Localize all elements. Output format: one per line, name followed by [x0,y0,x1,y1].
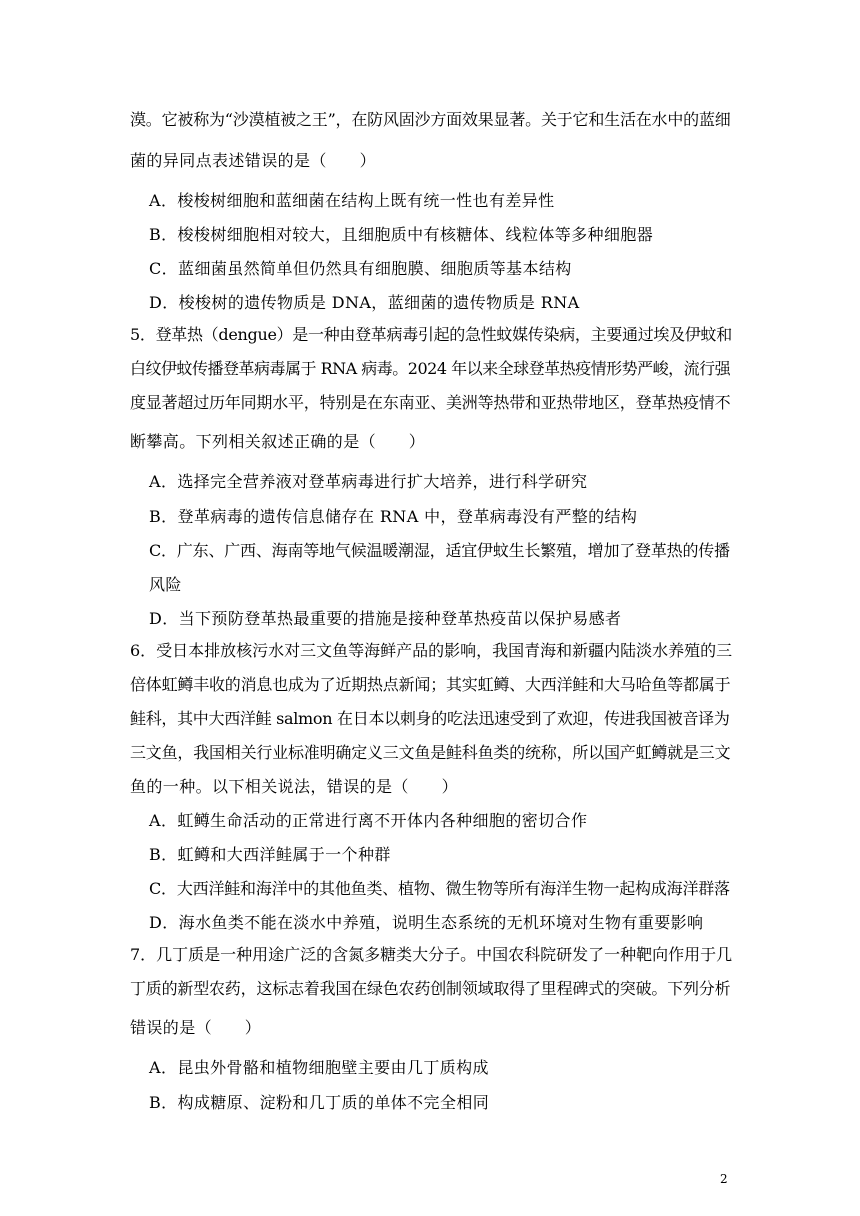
q6-stem-line-4: 三文鱼，我国相关行业标准明确定义三文鱼是鲑科鱼类的统称，所以国产虹鳟就是三文 [130,743,731,762]
q4-option-c: C．蓝细菌虽然简单但仍然具有细胞膜、细胞质等基本结构 [149,259,572,278]
q4-option-b: B．梭梭树细胞相对较大，且细胞质中有核糖体、线粒体等多种细胞器 [149,225,654,244]
q6-stem-line-5: 鱼的一种。以下相关说法，错误的是（ ） [130,777,459,796]
q4-stem-line-1: 漠。它被称为“沙漠植被之王”，在防风固沙方面效果显著。关于它和生活在水中的蓝细 [130,110,731,129]
q5-stem-line-3: 度显著超过历年同期水平，特别是在东南亚、美洲等热带和亚热带地区，登革热疫情不 [130,393,731,412]
q6-stem-line-1: 6．受日本排放核污水对三文鱼等海鲜产品的影响，我国青海和新疆内陆淡水养殖的三 [130,641,733,660]
q7-stem-line-3: 错误的是（ ） [130,1018,262,1037]
q4-option-d: D．梭梭树的遗传物质是 DNA，蓝细菌的遗传物质是 RNA [149,293,580,312]
q7-option-a: A．昆虫外骨骼和植物细胞壁主要由几丁质构成 [149,1058,489,1077]
q6-stem-line-3: 鲑科，其中大西洋鲑 salmon 在日本以刺身的吃法迅速受到了欢迎，传进我国被音译为 [130,709,730,728]
q4-stem-line-2: 菌的异同点表述错误的是（ ） [130,151,377,170]
q5-option-b: B．登革病毒的遗传信息储存在 RNA 中，登革病毒没有严整的结构 [149,507,638,526]
q7-option-b: B．构成糖原、淀粉和几丁质的单体不完全相同 [149,1093,490,1112]
q5-option-c-continued: 风险 [149,575,182,594]
q5-stem-line-4: 断攀高。下列相关叙述正确的是（ ） [130,432,426,451]
q6-option-d: D．海水鱼类不能在淡水中养殖，说明生态系统的无机环境对生物有重要影响 [149,913,704,932]
page-number: 2 [720,1172,728,1186]
q5-option-d: D．当下预防登革热最重要的措施是接种登革热疫苗以保护易感者 [149,609,622,628]
q5-stem-line-1: 5．登革热（dengue）是一种由登革病毒引起的急性蚊媒传染病，主要通过埃及伊蚊和 [130,325,732,344]
q7-stem-line-2: 丁质的新型农药，这标志着我国在绿色农药创制领域取得了里程碑式的突破。下列分析 [130,979,731,998]
q4-option-a: A．梭梭树细胞和蓝细菌在结构上既有统一性也有差异性 [149,191,555,210]
q7-stem-line-1: 7．几丁质是一种用途广泛的含氮多糖类大分子。中国农科院研发了一种靶向作用于几 [130,945,733,964]
q6-stem-line-2: 倍体虹鳟丰收的消息也成为了近期热点新闻；其实虹鳟、大西洋鲑和大马哈鱼等都属于 [130,675,731,694]
q5-option-c: C．广东、广西、海南等地气候温暖潮湿，适宜伊蚊生长繁殖，增加了登革热的传播 [149,541,730,560]
q6-option-c: C．大西洋鲑和海洋中的其他鱼类、植物、微生物等所有海洋生物一起构成海洋群落 [149,879,730,898]
q6-option-b: B．虹鳟和大西洋鲑属于一个种群 [149,845,391,864]
q6-option-a: A．虹鳟生命活动的正常进行离不开体内各种细胞的密切合作 [149,811,588,830]
q5-option-a: A．选择完全营养液对登革病毒进行扩大培养，进行科学研究 [149,472,588,491]
q5-stem-line-2: 白纹伊蚊传播登革病毒属于 RNA 病毒。2024 年以来全球登革热疫情形势严峻，流行强 [130,359,731,378]
